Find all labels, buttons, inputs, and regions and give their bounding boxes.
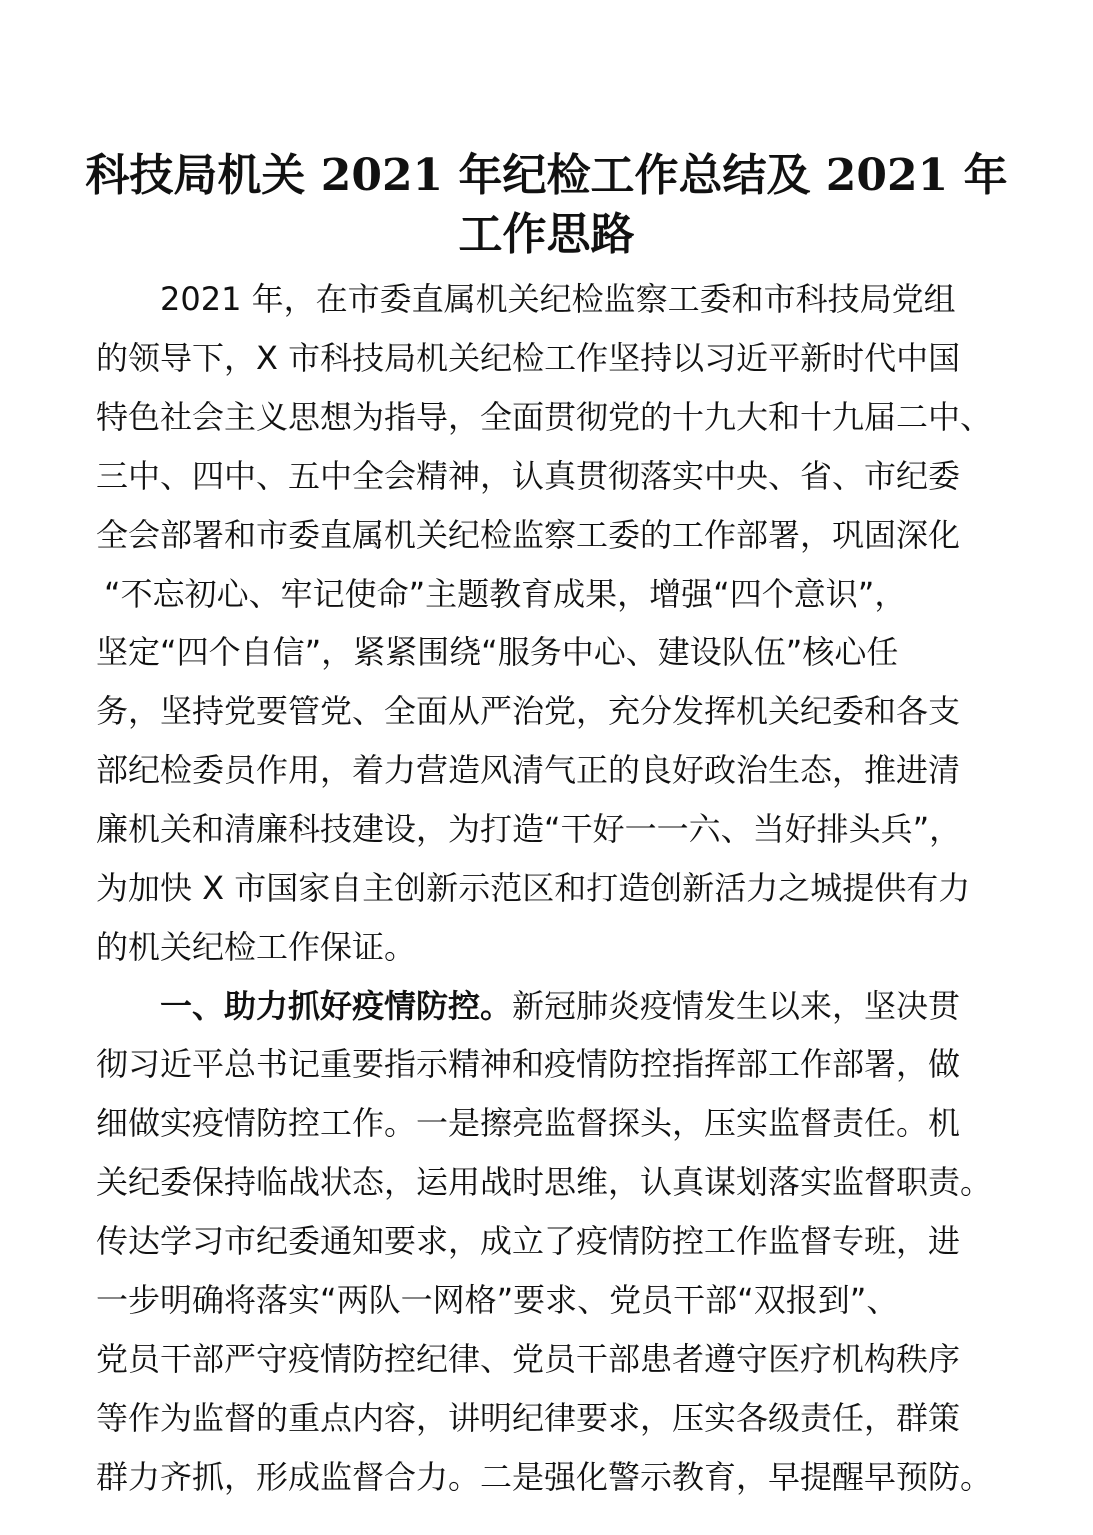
section-1-line: 传达学习市纪委通知要求，成立了疫情防控工作监督专班，进	[96, 1222, 961, 1260]
paragraph-1-line: 坚定“四个自信”，紧紧围绕“服务中心、建设队伍”核心任	[96, 633, 899, 671]
document-title-line-2: 工作思路	[458, 209, 635, 260]
section-1-line: 群力齐抓，形成监督合力。二是强化警示教育，早提醒早预防。	[96, 1458, 993, 1496]
section-1-heading: 一、助力抓好疫情防控。	[160, 987, 513, 1025]
section-1-first-line-text: 新冠肺炎疫情发生以来，坚决贯	[512, 987, 961, 1025]
paragraph-1-line: 部纪检委员作用，着力营造风清气正的良好政治生态，推进清	[96, 751, 961, 789]
document-title-line-1: 科技局机关 2021 年纪检工作总结及 2021 年	[85, 150, 1008, 201]
paragraph-1-line: 务，坚持党要管党、全面从严治党，充分发挥机关纪委和各支	[96, 692, 961, 730]
section-1-line: 等作为监督的重点内容，讲明纪律要求，压实各级责任，群策	[96, 1399, 961, 1437]
paragraph-1-line: 的领导下，X 市科技局机关纪检工作坚持以习近平新时代中国	[96, 339, 961, 377]
section-1-line: 彻习近平总书记重要指示精神和疫情防控指挥部工作部署，做	[96, 1045, 961, 1083]
paragraph-1-line: 的机关纪检工作保证。	[96, 928, 417, 966]
section-1-first-line	[160, 986, 960, 1026]
section-1-line: 党员干部严守疫情防控纪律、党员干部患者遵守医疗机构秩序	[96, 1340, 961, 1378]
section-1-line: 关纪委保持临战状态，运用战时思维，认真谋划落实监督职责。	[96, 1163, 993, 1201]
paragraph-1-line: 廉机关和清廉科技建设，为打造“干好一一六、当好排头兵”，	[96, 810, 962, 848]
section-1-line: 细做实疫情防控工作。一是擦亮监督探头，压实监督责任。机	[96, 1104, 961, 1142]
paragraph-1-line: 特色社会主义思想为指导，全面贯彻党的十九大和十九届二中、	[96, 398, 993, 436]
paragraph-1-line: “不忘初心、牢记使命”主题教育成果，增强“四个意识”，	[104, 575, 907, 613]
paragraph-1-line: 全会部署和市委直属机关纪检监察工委的工作部署，巩固深化	[96, 516, 961, 554]
paragraph-1-line: 三中、四中、五中全会精神，认真贯彻落实中央、省、市纪委	[96, 457, 961, 495]
section-1-line: 一步明确将落实“两队一网格”要求、党员干部“双报到”、	[96, 1281, 899, 1319]
paragraph-1-line: 为加快 X 市国家自主创新示范区和打造创新活力之城提供有力	[96, 869, 971, 907]
paragraph-1-line: 2021 年，在市委直属机关纪检监察工委和市科技局党组	[160, 280, 956, 318]
